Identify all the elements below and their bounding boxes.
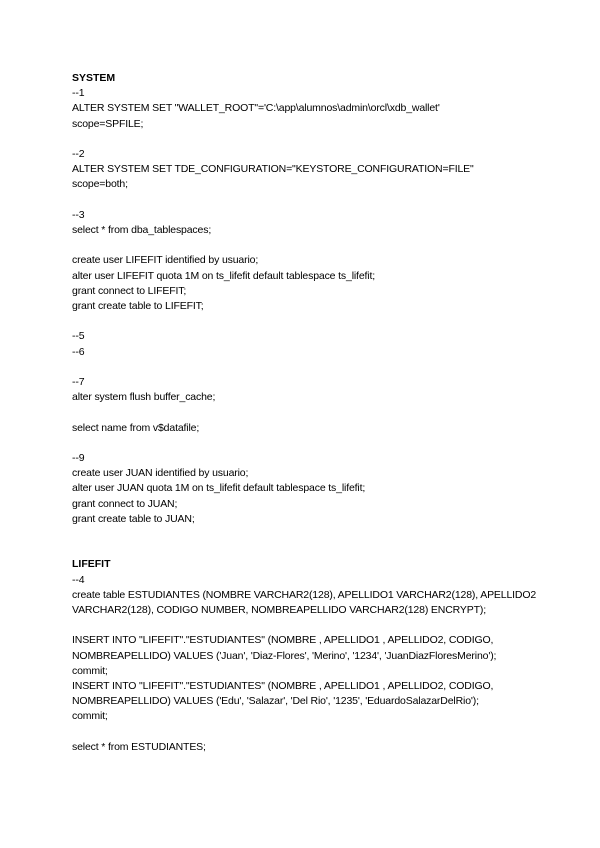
sql-line: grant connect to LIFEFIT; [72, 284, 187, 297]
spacer [72, 725, 542, 740]
section-heading-lifefit: LIFEFIT [72, 558, 111, 571]
sql-line: select * from dba_tablespaces; [72, 224, 212, 236]
spacer [72, 618, 542, 633]
sql-line: ALTER SYSTEM SET TDE_CONFIGURATION="KEYSTORE_CONFIGURATION=FILE" [72, 163, 474, 176]
sql-line: alter user JUAN quota 1M on ts_lifefit default tablespace ts_lifefit; [72, 482, 366, 495]
spacer [72, 405, 542, 420]
sql-line: alter user LIFEFIT quota 1M on ts_lifefit default tablespace ts_lifefit; [72, 269, 376, 282]
sql-line: grant create table to LIFEFIT; [72, 300, 204, 312]
sql-line: grant connect to JUAN; [72, 497, 178, 510]
sql-line: ALTER SYSTEM SET "WALLET_ROOT"='C:\app\alumnos\admin\orcl\xdb_wallet' [72, 102, 440, 115]
spacer [72, 527, 542, 557]
sql-line: INSERT INTO "LIFEFIT"."ESTUDIANTES" (NOMBRE , APELLIDO1 , APELLIDO2, CODIGO, NOMBREAPELLIDO) VALUES ('Edu', 'Salazar', 'Del Rio', '1235', 'EduardoSalazarDelRio'); [72, 679, 494, 708]
spacer [72, 360, 542, 375]
comment-line: --1 [72, 87, 85, 100]
spacer [72, 314, 542, 329]
sql-line: create user LIFEFIT identified by usuario; [72, 254, 259, 267]
comment-line: --4 [72, 573, 85, 586]
sql-line: grant create table to JUAN; [72, 512, 195, 525]
comment-line: --7 [72, 375, 85, 388]
sql-line: commit; [72, 664, 108, 677]
sql-line: INSERT INTO "LIFEFIT"."ESTUDIANTES" (NOMBRE , APELLIDO1 , APELLIDO2, CODIGO, NOMBREAPELLIDO) VALUES ('Juan', 'Diaz-Flores', 'Merino', '1234', 'JuanDiazFloresMerino'); [72, 634, 497, 662]
spacer [72, 238, 542, 253]
document-body [72, 71, 542, 755]
sql-line: scope=both; [72, 178, 128, 191]
sql-line: create table ESTUDIANTES (NOMBRE VARCHAR2(128), APELLIDO1 VARCHAR2(128), APELLIDO2 VARCHAR2(128), CODIGO NUMBER, NOMBREAPELLIDO VARCHAR2(128) ENCRYPT); [72, 588, 537, 616]
comment-line: --9 [72, 451, 85, 464]
spacer [72, 193, 542, 208]
sql-line: scope=SPFILE; [72, 117, 144, 130]
comment-line: --6 [72, 345, 85, 358]
sql-line: select name from v$datafile; [72, 421, 200, 434]
section-heading-system: SYSTEM [72, 72, 116, 84]
sql-line: alter system flush buffer_cache; [72, 391, 216, 404]
spacer [72, 132, 542, 147]
comment-line: --2 [72, 148, 85, 160]
spacer [72, 436, 542, 451]
sql-line: commit; [72, 710, 108, 723]
sql-line: create user JUAN identified by usuario; [72, 467, 249, 480]
sql-line: select * from ESTUDIANTES; [72, 740, 206, 753]
comment-line: --3 [72, 208, 85, 221]
comment-line: --5 [72, 330, 85, 343]
